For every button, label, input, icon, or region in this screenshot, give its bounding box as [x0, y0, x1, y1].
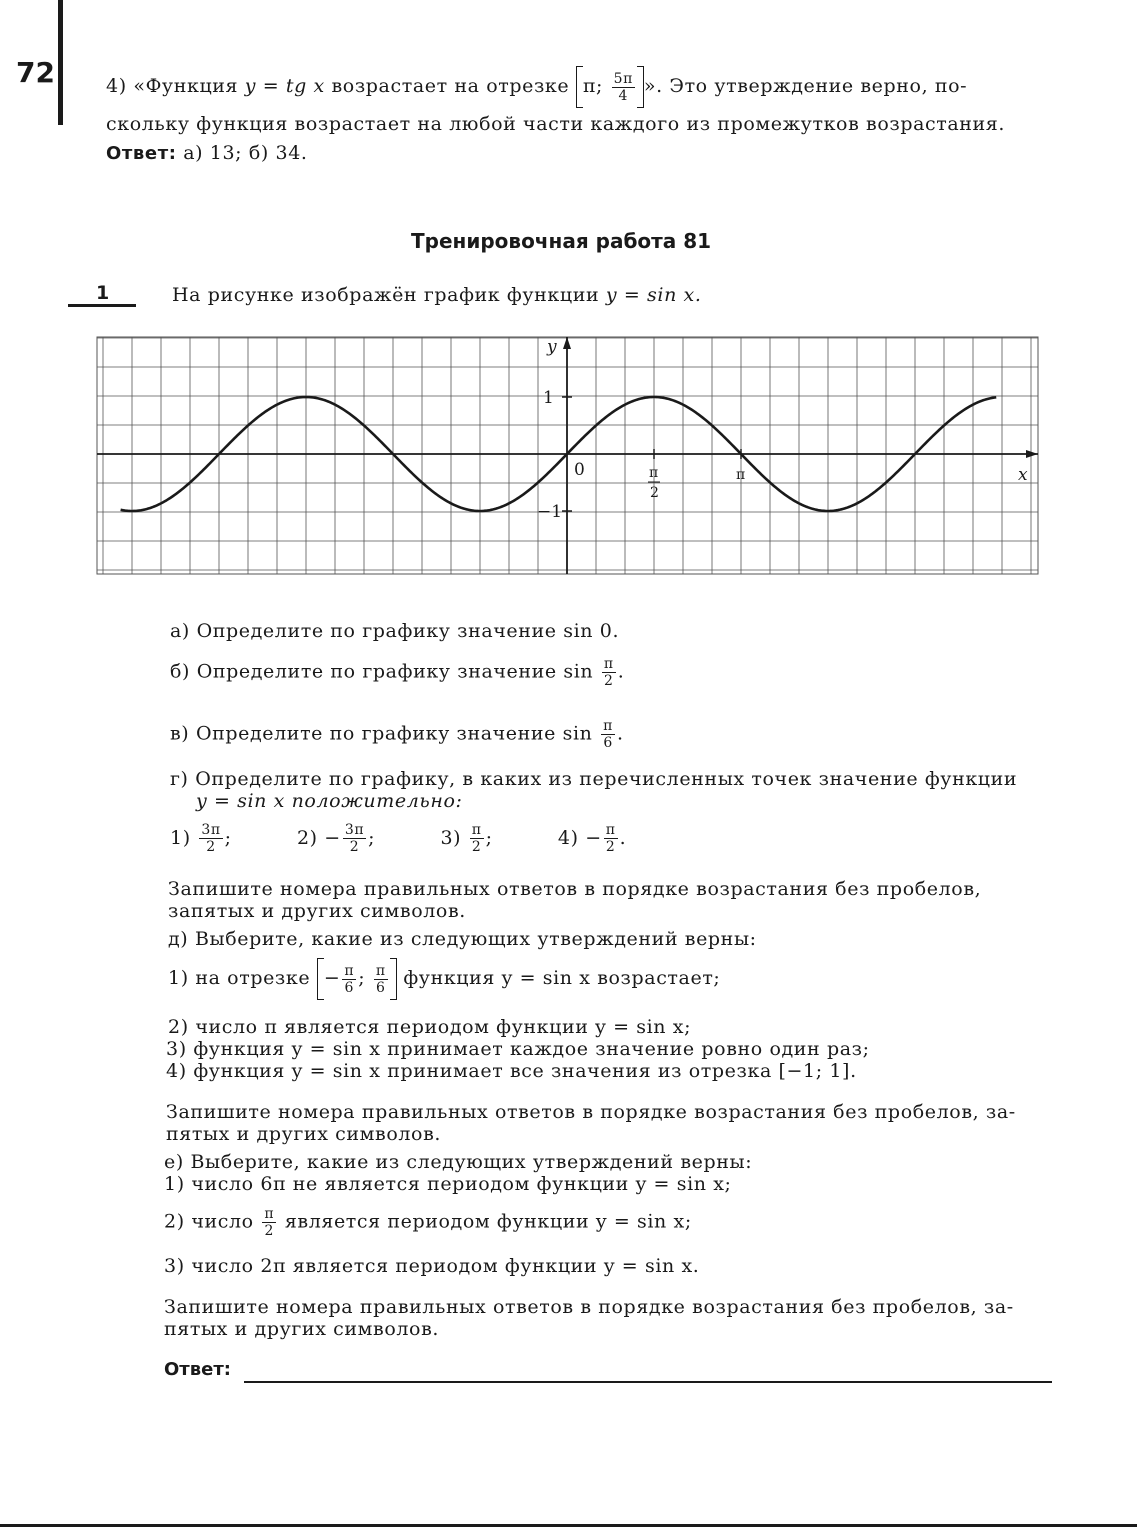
d1-right-bracket — [390, 958, 397, 1000]
question-b-text: б) Определите по графику значение sin — [170, 660, 594, 683]
question-v-text: в) Определите по графику значение sin — [170, 722, 593, 745]
question-g-line2: y = sin x положительно: — [196, 790, 463, 812]
x-tick-label-half-pi-num: π — [649, 465, 659, 481]
e2-suffix: является периодом функции y = sin x; — [284, 1210, 692, 1233]
g-option-4: 4) − $\frac{\pi}{2}$ . — [557, 822, 627, 855]
instruction-3-line1: Запишите номера правильных ответов в порядке возрастания без пробелов, за- — [164, 1296, 1014, 1318]
instruction-2-line1: Запишите номера правильных ответов в порядке возрастания без пробелов, за- — [166, 1101, 1016, 1123]
item4-suffix: ». Это утверждение верно, по- — [643, 75, 968, 97]
y-tick-label-1: 1 — [543, 388, 554, 408]
instruction-1-line2: запятых и других символов. — [168, 900, 466, 922]
question-d3: 3) функция y = sin x принимает каждое значение ровно один раз; — [166, 1038, 870, 1060]
question-e3: 3) число 2π является периодом функции y = sin x. — [164, 1255, 700, 1277]
final-answer-label: Ответ: — [164, 1359, 231, 1380]
instruction-2-line2: пятых и других символов. — [166, 1123, 442, 1145]
y-axis-label: y — [547, 337, 557, 357]
y-axis-arrow — [563, 337, 571, 349]
question-v: в) Определите по графику значение sin $\frac{\pi}{6}$ . — [170, 718, 624, 751]
x-axis-label: x — [1018, 465, 1028, 485]
instruction-1-line1: Запишите номера правильных ответов в порядке возрастания без пробелов, — [168, 878, 982, 900]
section-title: Тренировочная работа 81 — [411, 229, 712, 253]
question-v-frac: $\frac{\pi}{6}$ — [603, 718, 613, 751]
d1-suffix: функция y = sin x возрастает; — [403, 967, 721, 989]
question-d4: 4) функция y = sin x принимает все значения из отрезка [−1; 1]. — [166, 1060, 857, 1082]
e2-prefix: 2) число — [164, 1210, 254, 1233]
page-number: 72 — [16, 56, 55, 89]
question-e2 — [164, 1206, 692, 1239]
sine-graph — [0, 0, 1137, 600]
item4-frac: $\frac{5\pi}{4}$ — [613, 70, 633, 104]
g-option-3: 3) $\frac{\pi}{2}$ ; — [440, 822, 493, 855]
x-tick-label-pi: π — [736, 467, 746, 483]
item4-mid: возрастает на отрезке — [331, 75, 570, 97]
question-e1: 1) число 6π не является периодом функции y = sin x; — [164, 1173, 732, 1195]
g-option-1: 1) $\frac{3\pi}{2}$ ; — [170, 822, 232, 855]
y-tick-label-minus-1: −1 — [537, 502, 563, 522]
question-g-line1: г) Определите по графику, в каких из перечисленных точек значение функции — [170, 768, 1018, 790]
question-g-options — [170, 822, 626, 855]
top-answer-label: Ответ: — [106, 143, 177, 164]
item4-line2: скольку функция возрастает на любой части каждого из промежутков возрастания. — [106, 113, 1006, 135]
x-tick-label-half-pi-den: 2 — [650, 485, 659, 501]
x-axis-arrow — [1026, 450, 1038, 458]
final-answer-line[interactable] — [244, 1381, 1052, 1383]
item4-func: y = tg x — [244, 75, 325, 97]
question-b: б) Определите по графику значение sin $\frac{\pi}{2}$ . — [170, 656, 625, 689]
origin-label: 0 — [574, 460, 585, 480]
item4-pi: π; — [582, 75, 603, 97]
question-d1: 1) на отрезке − $\frac{\pi}{6}$ ; $\frac{\pi}{6}$ функция y = sin x возрастает; — [168, 958, 720, 1000]
task-number: 1 — [96, 282, 110, 304]
question-d-title: д) Выберите, какие из следующих утверждений верны: — [168, 928, 757, 950]
d1-left-bracket — [317, 958, 324, 1000]
d1-prefix: 1) на отрезке — [168, 967, 311, 989]
question-e-title: е) Выберите, какие из следующих утверждений верны: — [164, 1151, 753, 1173]
g-option-2: 2) − $\frac{3\pi}{2}$ ; — [296, 822, 376, 855]
question-b-frac: $\frac{\pi}{2}$ — [603, 656, 614, 689]
task-statement-text: На рисунке изображён график функции — [172, 284, 600, 306]
instruction-3-line2: пятых и других символов. — [164, 1318, 440, 1340]
item4-prefix: 4) «Функция — [106, 75, 239, 97]
question-a: а) Определите по графику значение sin 0. — [170, 620, 620, 642]
top-answer-value: а) 13; б) 34. — [183, 142, 308, 164]
task-statement-func: y = sin x. — [605, 284, 702, 306]
question-d2: 2) число π является периодом функции y = sin x; — [168, 1016, 692, 1038]
e2-frac: $\frac{\pi}{2}$ — [264, 1206, 275, 1239]
